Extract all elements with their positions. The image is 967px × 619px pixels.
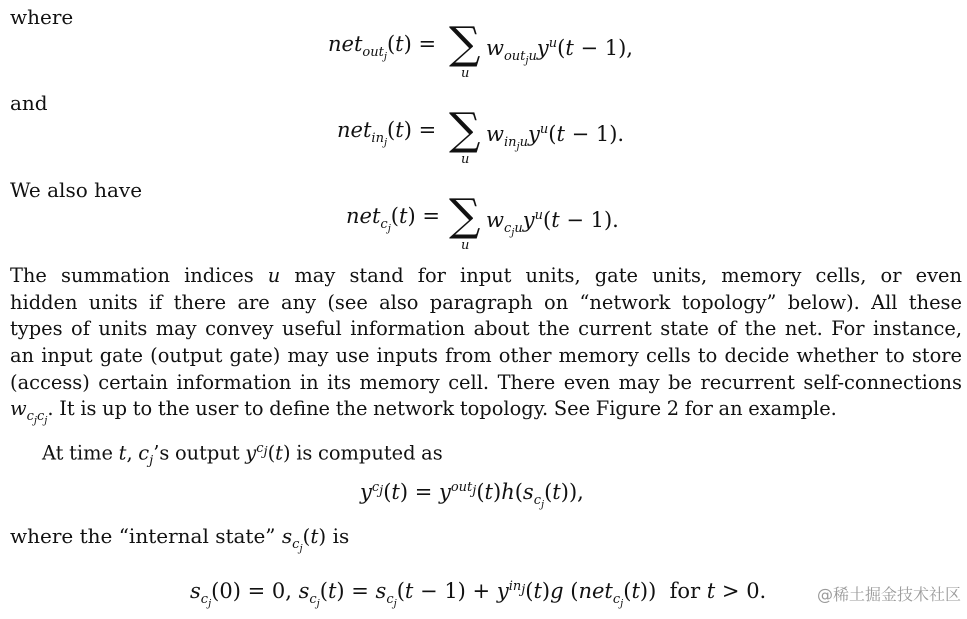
equation-net-in: net$_{in_j}$(t) = <box>337 118 437 149</box>
equation-net-out: net$_{out_j}$(t) = <box>328 32 437 63</box>
watermark: @稀土掘金技术社区 <box>816 585 961 604</box>
body-paragraph <box>10 263 962 475</box>
paragraph-line: $w_{c_jc_j}$. It is up to the user to define the network topology. See Figure 2 for an example. <box>10 397 837 427</box>
sum-symbol: ∑ <box>449 18 481 69</box>
where-label: where <box>10 5 74 29</box>
we-also-have-label: We also have <box>10 178 143 202</box>
internal-state-sentence: where the “internal state” $s_{c_j}(t)$ is <box>10 524 350 555</box>
and-label: and <box>10 91 48 115</box>
paragraph-line: At time t, $c_j’s$ output $y^{c_j}(t)$ is computed as <box>42 440 443 468</box>
sum-symbol: ∑ <box>449 104 481 155</box>
equation-net-c: net$_{c_j}$(t) = <box>346 204 440 235</box>
equation-net-c-rhs: $w_{c_ju}y^u(t - 1)$. <box>486 208 619 239</box>
paragraph-line: an input gate (output gate) may use inputs from other memory cells to decide whether to store <box>10 344 962 368</box>
sum-index: u <box>461 152 470 167</box>
sum-index: u <box>461 238 470 253</box>
paragraph-line: The summation indices u may stand for input units, gate units, memory cells, or even <box>10 264 962 287</box>
equation-internal-state: $s_{c_j}(0) = 0$, $s_{c_j}(t) = s_{c_j}(t - 1) + y^{in_j}(t)g$ (net$_{c_j}$(t)) for t > 0. <box>190 579 767 610</box>
paragraph-line: hidden units if there are any (see also paragraph on “network topology” below). All these <box>10 290 962 314</box>
equation-net-out-rhs: $w_{out_ju}y^u(t - 1)$, <box>486 36 633 67</box>
equation-output: $y^{c_j}(t) = y^{out_j}(t)h(s_{c_j}(t))$, <box>360 480 584 511</box>
paragraph-line: types of units may convey useful information about the current state of the net. For instance, <box>10 317 962 341</box>
sum-index: u <box>461 66 470 81</box>
paragraph-line: (access) certain information in its memory cell. There even may be recurrent self-connections <box>10 370 962 394</box>
equation-net-in-rhs: $w_{in_ju}y^u(t - 1)$. <box>486 122 625 153</box>
sum-symbol: ∑ <box>449 190 481 241</box>
